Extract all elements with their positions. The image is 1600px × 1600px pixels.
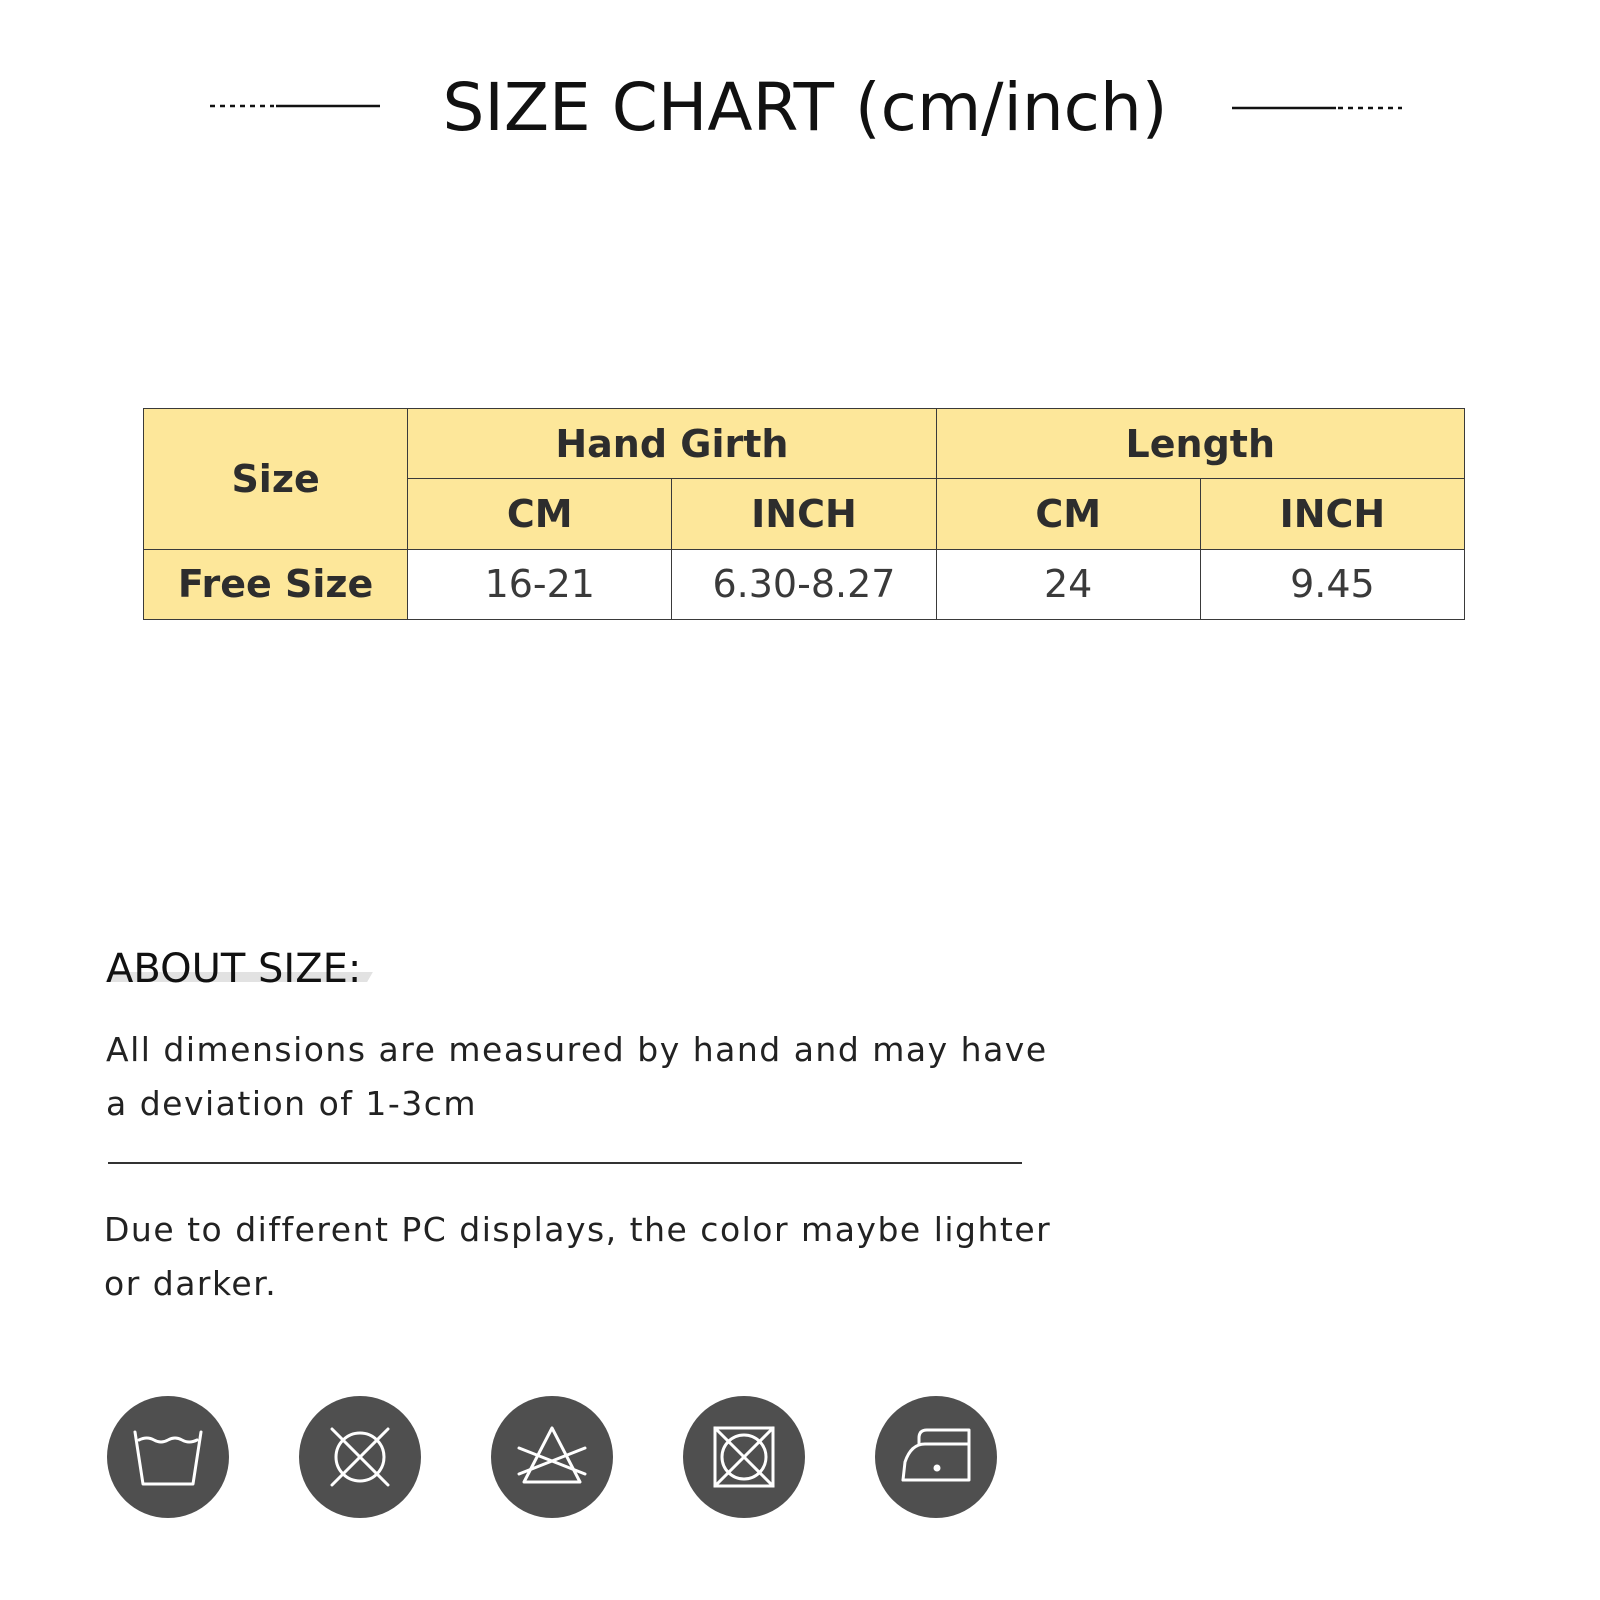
measurement-note-line-1: All dimensions are measured by hand and may have <box>106 1030 1048 1069</box>
size-column-header: Size <box>144 409 408 550</box>
title-left-decoration <box>210 104 380 108</box>
hand-girth-cm-header: CM <box>408 479 672 549</box>
length-header: Length <box>936 409 1464 479</box>
about-size-heading: ABOUT SIZE: <box>106 946 362 992</box>
row-size-label: Free Size <box>144 549 408 619</box>
size-chart-table <box>143 408 1465 620</box>
do-not-dry-clean-icon <box>683 1396 805 1518</box>
title-right-decoration <box>1232 106 1402 110</box>
hand-girth-header: Hand Girth <box>408 409 936 479</box>
hand-girth-cm-value: 16-21 <box>408 549 672 619</box>
length-inch-header: INCH <box>1200 479 1464 549</box>
color-note-line-1: Due to different PC displays, the color maybe lighter <box>104 1210 1052 1249</box>
section-divider <box>108 1162 1022 1164</box>
page-title: SIZE CHART (cm/inch) <box>442 69 1168 146</box>
iron-low-heat-icon <box>875 1396 997 1518</box>
do-not-bleach-icon <box>491 1396 613 1518</box>
do-not-tumble-dry-icon <box>299 1396 421 1518</box>
hand-girth-inch-header: INCH <box>672 479 936 549</box>
length-cm-value: 24 <box>936 549 1200 619</box>
hand-girth-inch-value: 6.30-8.27 <box>672 549 936 619</box>
measurement-note <box>106 1023 1056 1131</box>
color-note-line-2: or darker. <box>104 1264 278 1303</box>
length-cm-header: CM <box>936 479 1200 549</box>
hand-wash-icon <box>107 1396 229 1518</box>
color-note <box>104 1203 1054 1311</box>
measurement-note-line-2: a deviation of 1-3cm <box>106 1084 478 1123</box>
length-inch-value: 9.45 <box>1200 549 1464 619</box>
table-row <box>144 549 1465 619</box>
care-icons-row <box>107 1396 1007 1518</box>
